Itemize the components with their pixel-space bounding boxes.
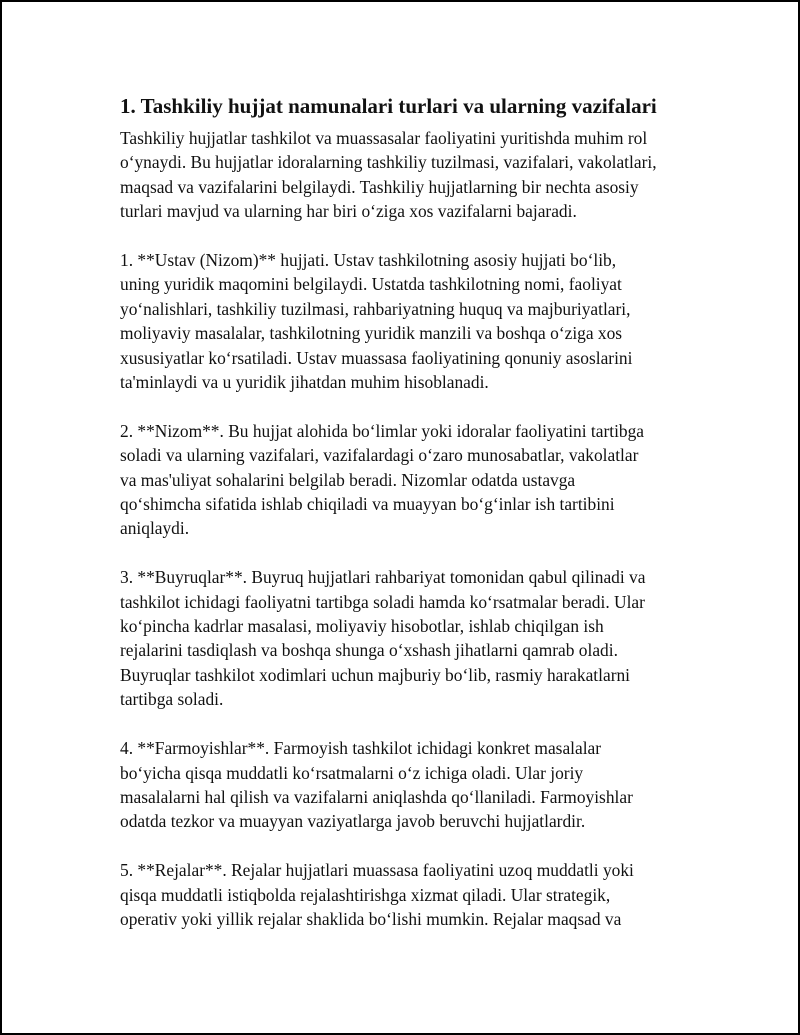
text-line: 3. **Buyruqlar**. Buyruq hujjatlari rahbariyat tomonidan qabul qilinadi va bbox=[120, 567, 646, 588]
document-title: 1. Tashkiliy hujjat namunalari turlari va ularning vazifalari bbox=[120, 94, 657, 118]
text-line: yo‘nalishlari, tashkiliy tuzilmasi, rahbariyatning huquq va majburiyatlari, bbox=[120, 298, 631, 319]
text-line: ta'minlaydi va u yuridik jihatdan muhim hisoblanadi. bbox=[120, 372, 489, 393]
text-line: qo‘shimcha sifatida ishlab chiqiladi va muayyan bo‘g‘inlar ish tartibini bbox=[120, 494, 615, 515]
text-line: uning yuridik maqomini belgilaydi. Ustatda tashkilotning nomi, faoliyat bbox=[120, 274, 622, 295]
paragraph-ustav bbox=[120, 248, 692, 394]
text-line: o‘ynaydi. Bu hujjatlar idoralarning tashkiliy tuzilmasi, vazifalari, vakolatlari, bbox=[120, 152, 657, 173]
text-line: aniqlaydi. bbox=[120, 518, 190, 539]
text-line: 1. **Ustav (Nizom)** hujjati. Ustav tashkilotning asosiy hujjati bo‘lib, bbox=[120, 250, 617, 271]
text-line: 2. **Nizom**. Bu hujjat alohida bo‘limlar yoki idoralar faoliyatini tartibga bbox=[120, 420, 645, 441]
text-line: qisqa muddatli istiqbolda rejalashtirishga xizmat qiladi. Ular strategik, bbox=[120, 884, 611, 905]
text-line: soladi va ularning vazifalari, vazifalardagi o‘zaro munosabatlar, vakolatlar bbox=[120, 445, 639, 466]
text-line: rejalarini tasdiqlash va boshqa shunga o‘xshash jihatlarni qamrab oladi. bbox=[120, 640, 618, 661]
text-line: operativ yoki yillik rejalar shaklida bo‘lishi mumkin. Rejalar maqsad va bbox=[120, 908, 622, 929]
text-line: masalalarni hal qilish va vazifalarni aniqlashda qo‘llaniladi. Farmoyishlar bbox=[120, 786, 633, 807]
text-line: xususiyatlar ko‘rsatiladi. Ustav muassasa faoliyatining qonuniy asoslarini bbox=[120, 347, 633, 368]
paragraph-intro bbox=[120, 126, 692, 224]
text-line: ko‘pincha kadrlar masalasi, moliyaviy hisobotlar, ishlab chiqilgan ish bbox=[120, 616, 604, 637]
text-line: moliyaviy masalalar, tashkilotning yuridik manzili va boshqa o‘ziga xos bbox=[120, 323, 623, 344]
text-line: odatda tezkor va muayyan vaziyatlarga javob beruvchi hujjatlardir. bbox=[120, 811, 586, 832]
text-line: Buyruqlar tashkilot xodimlari uchun majburiy bo‘lib, rasmiy harakatlarni bbox=[120, 664, 631, 685]
paragraph-rejalar bbox=[120, 858, 692, 931]
text-line: tartibga soladi. bbox=[120, 689, 224, 710]
text-line: tashkilot ichidagi faoliyatni tartibga soladi hamda ko‘rsatmalar beradi. Ular bbox=[120, 591, 645, 612]
paragraph-nizom bbox=[120, 419, 692, 541]
text-line: 5. **Rejalar**. Rejalar hujjatlari muassasa faoliyatini uzoq muddatli yoki bbox=[120, 860, 634, 881]
text-line: maqsad va vazifalarini belgilaydi. Tashkiliy hujjatlarning bir nechta asosiy bbox=[120, 176, 639, 197]
document-body bbox=[120, 92, 692, 956]
paragraph-farmoyishlar bbox=[120, 736, 692, 834]
text-line: bo‘yicha qisqa muddatli ko‘rsatmalarni o‘z ichiga oladi. Ular joriy bbox=[120, 762, 584, 783]
text-line: turlari mavjud va ularning har biri o‘ziga xos vazifalarni bajaradi. bbox=[120, 201, 577, 222]
text-line: va mas'uliyat sohalarini belgilab beradi. Nizomlar odatda ustavga bbox=[120, 469, 576, 490]
text-line: 4. **Farmoyishlar**. Farmoyish tashkilot ichidagi konkret masalalar bbox=[120, 738, 602, 759]
text-line: Tashkiliy hujjatlar tashkilot va muassasalar faoliyatini yuritishda muhim rol bbox=[120, 128, 648, 148]
paragraph-buyruqlar bbox=[120, 565, 692, 711]
